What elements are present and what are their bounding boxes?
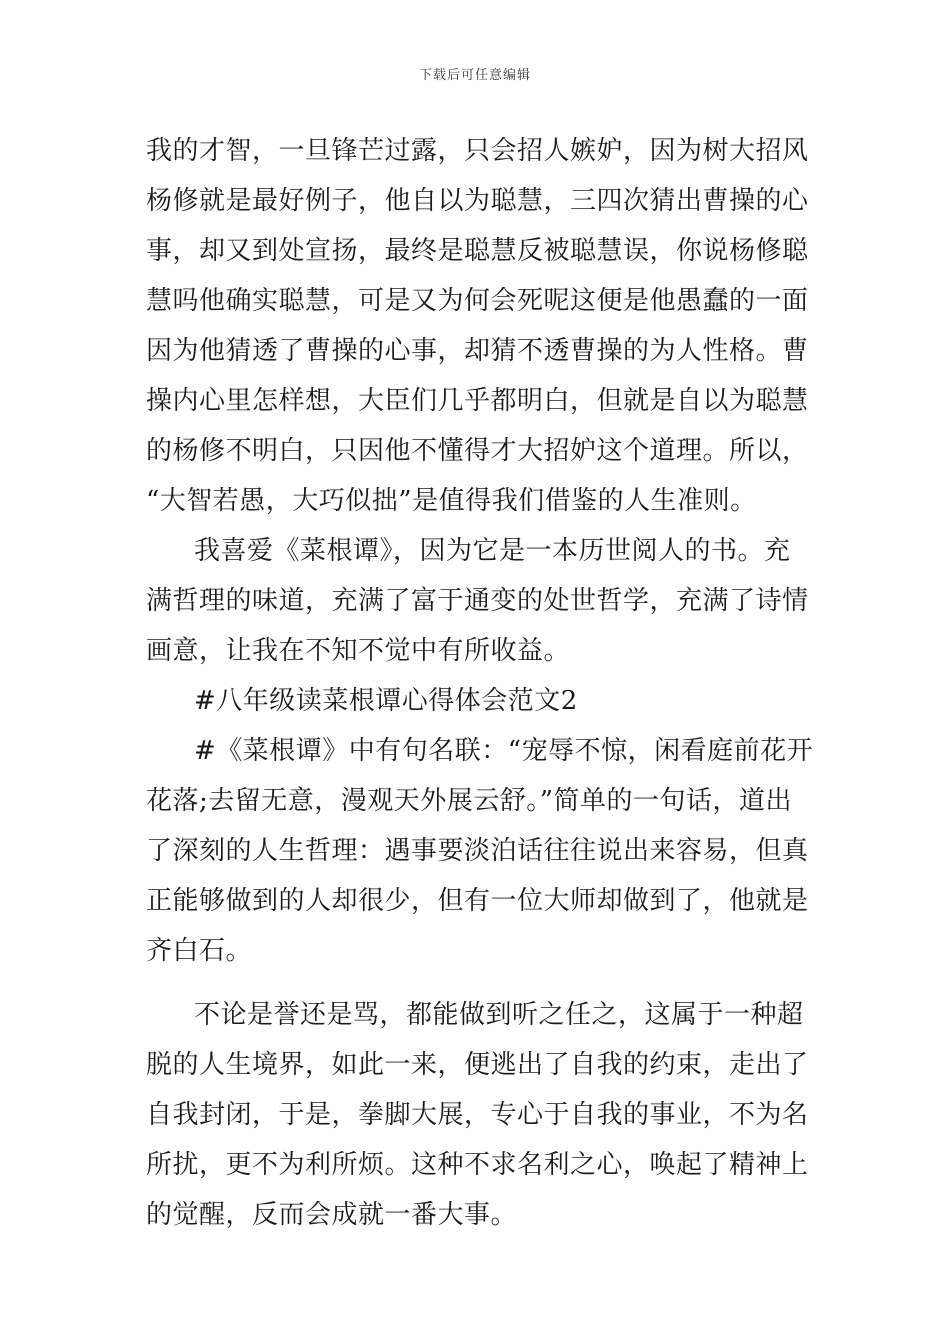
section-heading: #八年级读菜根谭心得体会范文2 <box>194 686 578 716</box>
text-line: 所扰，更不为利所烦。这种不求名利之心，唤起了精神上 <box>146 1150 809 1180</box>
paragraph-gap <box>146 976 806 990</box>
text-line: 杨修就是最好例子，他自以为聪慧，三四次猜出曹操的心 <box>146 186 809 216</box>
text-line: 正能够做到的人却很少，但有一位大师却做到了，他就是 <box>146 886 809 916</box>
text-line: 慧吗他确实聪慧，可是又为何会死呢这便是他愚蠢的一面 <box>146 286 809 316</box>
text-line: #《菜根谭》中有句名联：“宠辱不惊，闲看庭前花开 <box>194 736 814 766</box>
text-line: 花落;去留无意，漫观天外展云舒。”简单的一句话，道出 <box>146 786 793 816</box>
text-line: 满哲理的味道，充满了富于通变的处世哲学，充满了诗情 <box>146 586 809 616</box>
text-line: 齐白石。 <box>146 936 253 966</box>
text-line: 我的才智，一旦锋芒过露，只会招人嫉妒，因为树大招风 <box>146 136 809 166</box>
document-body <box>146 126 814 1240</box>
page-header: 下载后可任意编辑 <box>418 68 531 83</box>
text-line: 的觉醒，反而会成就一番大事。 <box>146 1200 518 1230</box>
text-line: 因为他猜透了曹操的心事，却猜不透曹操的为人性格。曹 <box>146 336 809 366</box>
text-line: 的杨修不明白，只因他不懂得才大招妒这个道理。所以， <box>146 436 809 466</box>
text-line: 自我封闭，于是，拳脚大展，专心于自我的事业，不为名 <box>146 1100 809 1130</box>
text-line: 了深刻的人生哲理：遇事要淡泊话往往说出来容易，但真 <box>146 836 809 866</box>
text-line: 不论是誉还是骂，都能做到听之任之，这属于一种超 <box>194 1000 804 1030</box>
text-line: 事，却又到处宣扬，最终是聪慧反被聪慧误，你说杨修聪 <box>146 236 809 266</box>
text-line: 我喜爱《菜根谭》，因为它是一本历世阅人的书。充 <box>194 536 791 566</box>
text-line: 脱的人生境界，如此一来，便逃出了自我的约束，走出了 <box>146 1050 809 1080</box>
text-line: “大智若愚，大巧似拙”是值得我们借鉴的人生准则。 <box>146 486 757 516</box>
text-line: 操内心里怎样想，大臣们几乎都明白，但就是自以为聪慧 <box>146 386 809 416</box>
text-line: 画意，让我在不知不觉中有所收益。 <box>146 636 571 666</box>
